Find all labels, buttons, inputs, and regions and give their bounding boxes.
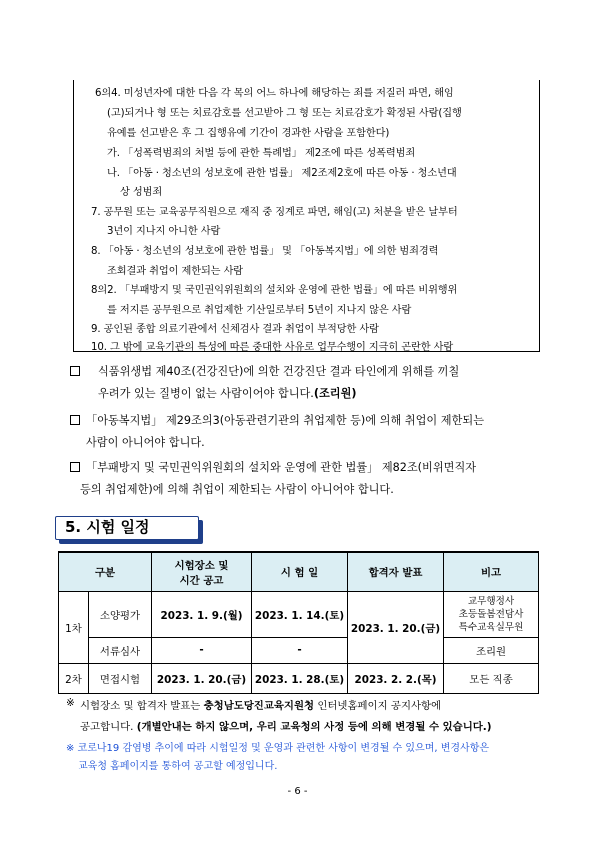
remarks-cell: 교무행정사 초등돌봄전담사 특수교육실무원	[444, 591, 539, 637]
criteria-line: 7. 공무원 또는 교육공무직원으로 재직 중 징계로 파면, 해임(고) 처분을 받은 날부터	[91, 207, 458, 218]
venue-date: 2023. 1. 20.(금)	[152, 663, 252, 693]
criteria-line: 9. 공인된 종합 의료기관에서 신체검사 결과 취업이 부적당한 사람	[91, 324, 379, 335]
result-date: 2023. 1. 20.(금)	[348, 591, 444, 663]
table-row	[59, 637, 539, 663]
requirement-checkbox	[70, 366, 80, 376]
criteria-line: 10. 그 밖에 교육기관의 특성에 따른 중대한 사유로 업무수행이 지극히 곤란한 사람	[91, 342, 454, 353]
exam-date: -	[252, 637, 348, 663]
remarks-cell: 모든 직종	[444, 663, 539, 693]
header-category: 구분	[59, 552, 152, 591]
table-row	[59, 663, 539, 693]
requirement-text: 등의 취업제한)에 의해 취업이 제한되는 사람이 아니어야 합니다.	[80, 483, 394, 496]
header-exam-date: 시 험 일	[252, 552, 348, 591]
note-text: 시험장소 및 합격자 발표는 충청남도당진교육지원청 인터넷홈페이지 공지사항에	[80, 700, 442, 712]
stage-cell: 2차	[59, 663, 89, 693]
criteria-line: 6의4. 미성년자에 대한 다음 각 목의 어느 하나에 해당하는 죄를 저질러 파면, 해임	[95, 88, 454, 99]
note-mark: ※	[66, 697, 75, 709]
header-venue-notice: 시험장소 및 시간 공고	[152, 552, 252, 591]
criteria-line: 를 저지른 공무원으로 취업제한 기산일로부터 5년이 지나지 않은 사람	[107, 305, 412, 316]
result-date: 2023. 2. 2.(목)	[348, 663, 444, 693]
requirement-text: 우려가 있는 질병이 없는 사람이어야 합니다.(조리원)	[98, 387, 357, 400]
section-title: 5. 시험 일정	[55, 516, 199, 540]
criteria-line: 나. 「아동 · 청소년의 성보호에 관한 법률」 제2조제2호에 따른 아동 · 청소년대	[107, 168, 457, 179]
requirement-text: 「부패방지 및 국민권익위원회의 설치와 운영에 관한 법률」 제82조(비위면직자	[86, 461, 477, 474]
criteria-line: 3년이 지나지 아니한 사람	[107, 226, 221, 237]
header-result: 합격자 발표	[348, 552, 444, 591]
criteria-line: 상 성범죄	[120, 187, 163, 198]
criteria-line: 8. 「아동 · 청소년의 성보호에 관한 법률」 및 「아동복지법」에 의한 범죄경력	[91, 246, 439, 257]
covid-notice: ※ 코로나19 감염병 추이에 따라 시험일정 및 운영과 관련한 사항이 변경될 수 있으며, 변경사항은	[66, 743, 490, 754]
criteria-line: (고)되거나 형 또는 치료감호를 선고받아 그 형 또는 치료감호가 확정된 사람(집행	[107, 108, 462, 119]
remarks-cell: 조리원	[444, 637, 539, 663]
requirement-checkbox	[70, 462, 80, 472]
stage-cell: 1차	[59, 591, 89, 663]
note-text: 공고합니다. (개별안내는 하지 않으며, 우리 교육청의 사정 등에 의해 변경될 수 있습니다.)	[80, 721, 492, 733]
page-number: - 6 -	[287, 786, 308, 797]
requirement-text: 식품위생법 제40조(건강진단)에 의한 건강진단 결과 타인에게 위해를 끼칠	[98, 365, 460, 378]
exam-date: 2023. 1. 28.(토)	[252, 663, 348, 693]
requirement-checkbox	[70, 415, 80, 425]
venue-date: -	[152, 637, 252, 663]
exam-type: 면접시험	[89, 663, 152, 693]
covid-notice: 교육청 홈페이지를 통하여 공고할 예정입니다.	[78, 761, 278, 772]
exam-type: 서류심사	[89, 637, 152, 663]
venue-date: 2023. 1. 9.(월)	[152, 591, 252, 637]
criteria-line: 가. 「성폭력범죄의 처벌 등에 관한 특례법」 제2조에 따른 성폭력범죄	[107, 148, 416, 159]
criteria-line: 8의2. 「부패방지 및 국민권익위원회의 설치와 운영에 관한 법률」에 따른 비위행위	[91, 285, 458, 296]
table-row	[59, 591, 539, 637]
exam-date: 2023. 1. 14.(토)	[252, 591, 348, 637]
criteria-line: 조회결과 취업이 제한되는 사람	[107, 266, 244, 277]
header-remarks: 비고	[444, 552, 539, 591]
criteria-line: 유예를 선고받은 후 그 집행유예 기간이 경과한 사람을 포함한다)	[107, 128, 390, 139]
exam-schedule-table	[58, 551, 539, 694]
requirement-text: 사람이 아니어야 합니다.	[86, 436, 205, 449]
requirement-text: 「아동복지법」 제29조의3(아동관련기관의 취업제한 등)에 의해 취업이 제한되는	[86, 414, 485, 427]
exam-type: 소양평가	[89, 591, 152, 637]
section-heading	[55, 516, 205, 544]
